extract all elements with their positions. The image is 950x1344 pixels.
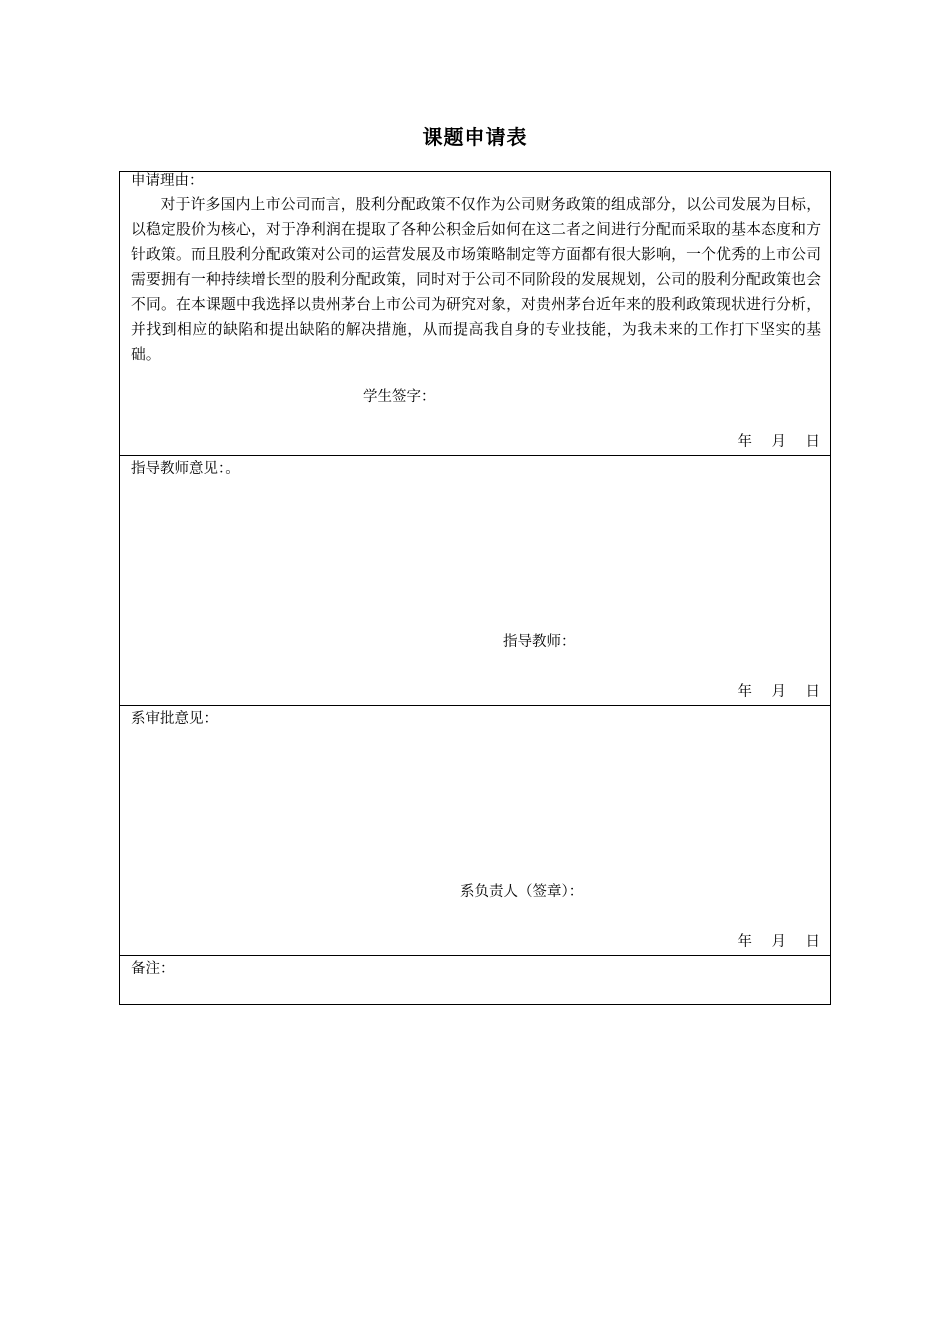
date-month: 月 <box>771 934 786 950</box>
date-year: 年 <box>737 684 752 700</box>
date-day: 日 <box>805 934 820 950</box>
reason-text: 对于许多国内上市公司而言，股利分配政策不仅作为公司财务政策的组成部分，以公司发展为目标，以稳定股价为核心，对于净利润在提取了各种公积金后如何在这二者之间进行分配而采取的基本态度和方针政策。而且股利分配政策对公司的运营发展及市场策略制定等方面都有很大影响，一个优秀的上市公司需要拥有一种持续增长型的股利分配政策，同时对于公司不同阶段的发展规划，公司的股利分配政策也会不同。在本课题中我选择以贵州茅台上市公司为研究对象，对贵州茅台近年来的股利政策现状进行分析，并找到相应的缺陷和提出缺陷的解决措施，从而提高我自身的专业技能，为我未来的工作打下坚实的基础。 <box>131 196 821 363</box>
notes-label: 备注： <box>131 961 175 977</box>
department-date <box>718 933 820 952</box>
reason-label: 申请理由： <box>131 173 204 189</box>
reason-date <box>718 433 820 452</box>
application-form <box>119 171 831 1005</box>
reason-section <box>120 172 830 455</box>
date-month: 月 <box>771 434 786 450</box>
date-day: 日 <box>805 684 820 700</box>
department-section <box>120 705 830 955</box>
department-opinion-label: 系审批意见： <box>131 711 218 727</box>
advisor-opinion-label: 指导教师意见：。 <box>131 461 240 477</box>
date-day: 日 <box>805 434 820 450</box>
advisor-signature-label: 指导教师： <box>503 634 576 650</box>
student-signature-label: 学生签字： <box>363 389 436 405</box>
date-month: 月 <box>771 684 786 700</box>
notes-section <box>120 955 830 1004</box>
date-year: 年 <box>737 934 752 950</box>
advisor-section <box>120 455 830 705</box>
page-title: 课题申请表 <box>422 125 528 149</box>
date-year: 年 <box>737 434 752 450</box>
department-head-signature-label: 系负责人（签章）： <box>460 884 584 900</box>
advisor-date <box>718 683 820 702</box>
